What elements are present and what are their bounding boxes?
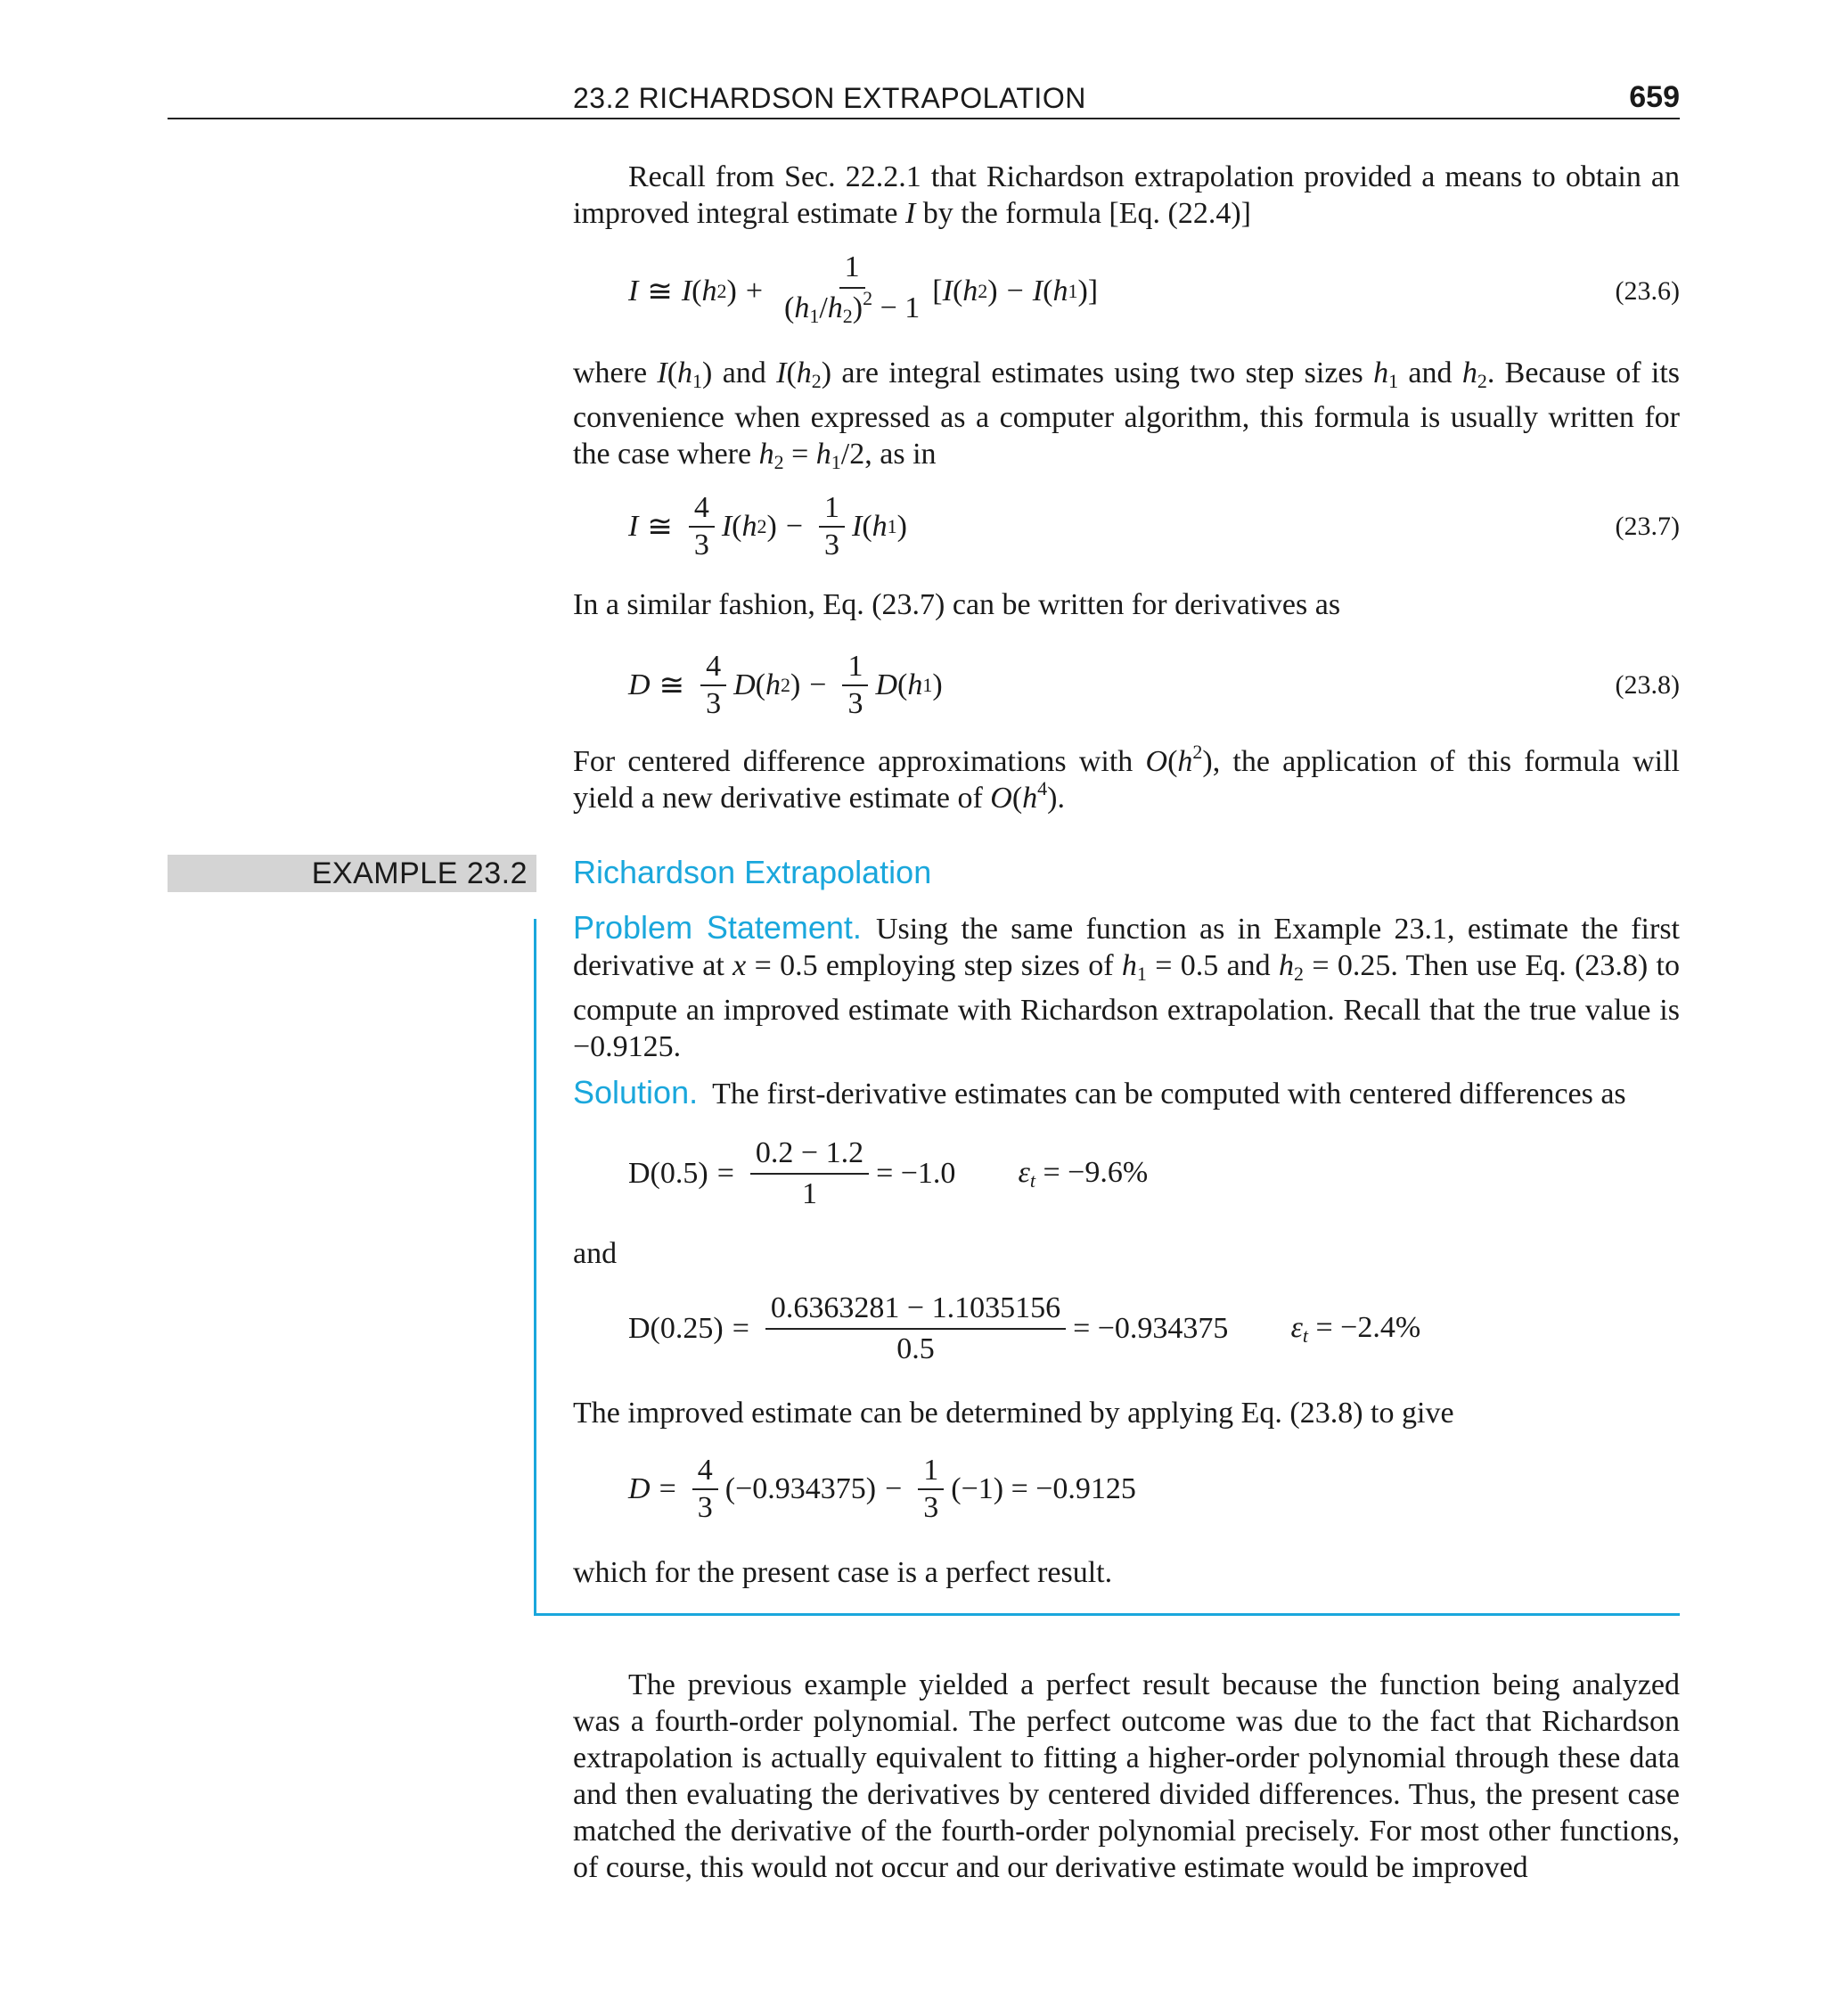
header-rule <box>168 118 1680 119</box>
intro-paragraph-4: For centered difference approximations with $O(h^2)$, the application of this formula will yield a new derivative estimate of $O(h^4)$. <box>573 741 1681 815</box>
closing-paragraph: The previous example yielded a perfect result because the function being analyzed was a fourth-order polynomial. The perfect outcome was due to the fact that Richardson extrapolation is actually equivalent to fitting a higher-order polynomial through these data and then evaluating the derivatives by centered divided differences. Thus, the present case matched the derivative of the fourth-order polynomial precisely. For most other functions, of course, this would not occur and our derivative estimate would be improved <box>573 1668 1680 1884</box>
problem-statement: Problem Statement. Using the same function as in Example 23.1, estimate the first derivative at x = 0.5 employing step sizes of $h_1 = 0.5$ and $h_2 = 0.25$. Then use Eq. (23.8) to compute an improved estimate with Richardson extrapolation. Recall that the true value is −0.9125. <box>573 909 1681 1063</box>
and-text: and <box>573 1237 618 1270</box>
equation-number: (23.6) <box>1615 276 1680 306</box>
example-bottom-rule <box>534 1613 1680 1616</box>
example-label: EXAMPLE 23.2 <box>311 856 528 890</box>
equation-number: (23.8) <box>1615 670 1680 700</box>
running-header: 23.2 RICHARDSON EXTRAPOLATION <box>573 82 1086 114</box>
equation-number: (23.7) <box>1615 512 1680 541</box>
improved-estimate-text: The improved estimate can be determined by applying Eq. (23.8) to give <box>573 1397 1454 1430</box>
example-equation-3: D = $\frac{4}{3}$ (−0.934375) − $\frac{1}{3}$ (−1) = −0.9125 <box>628 1454 1136 1524</box>
equation-23-7: I ≅ $\frac{4}{3}$ I ( h 2 ) − $\frac{1}{3}$ I ( h 1 ) (23.7) <box>573 487 1680 567</box>
equation-23-8: D ≅ $\frac{4}{3}$ D ( h 2 ) − $\frac{1}{3}$ D ( h 1 ) (23.8) <box>573 645 1680 725</box>
equation-23-6: I ≅ I ( h 2 ) + $\frac{1}{(h_1/h_2)^2 - 1}$ [ I ( h 2 ) − I ( h 1 )] (23.6) <box>573 251 1680 332</box>
solution-lead: Solution. <box>573 1074 699 1110</box>
example-equation-1: D(0.5) = $\frac{0.2 - 1.2}{1}$ = −1.0 $\varepsilon_t = -9.6\%$ <box>628 1136 1149 1210</box>
page-number: 659 <box>1629 80 1680 114</box>
example-equation-2: D(0.25) = $\frac{0.6363281 - 1.1035156}{0.5}$ = −0.934375 $\varepsilon_t = -2.4\%$ <box>628 1291 1421 1365</box>
intro-paragraph-3: In a similar fashion, Eq. (23.7) can be written for derivatives as <box>573 588 1341 621</box>
example-left-rule <box>534 919 536 1616</box>
example-title: Richardson Extrapolation <box>573 854 932 890</box>
intro-paragraph-1: Recall from Sec. 22.2.1 that Richardson extrapolation provided a means to obtain an improved integral estimate I by the formula [Eq. (22.4)] <box>573 160 1680 230</box>
conclusion-text: which for the present case is a perfect result. <box>573 1556 1113 1589</box>
intro-paragraph-2: where $I(h_1)$ and $I(h_2)$ are integral estimates using two step sizes $h_1$ and $h_2$. Because of its convenience when expressed as a computer algorithm, this formula is usually written for the case where $h_2 = h_1/2$, as in <box>573 356 1681 473</box>
problem-statement-lead: Problem Statement. <box>573 909 862 946</box>
solution-intro: Solution. The first-derivative estimates can be computed with centered differences as <box>573 1074 1626 1110</box>
